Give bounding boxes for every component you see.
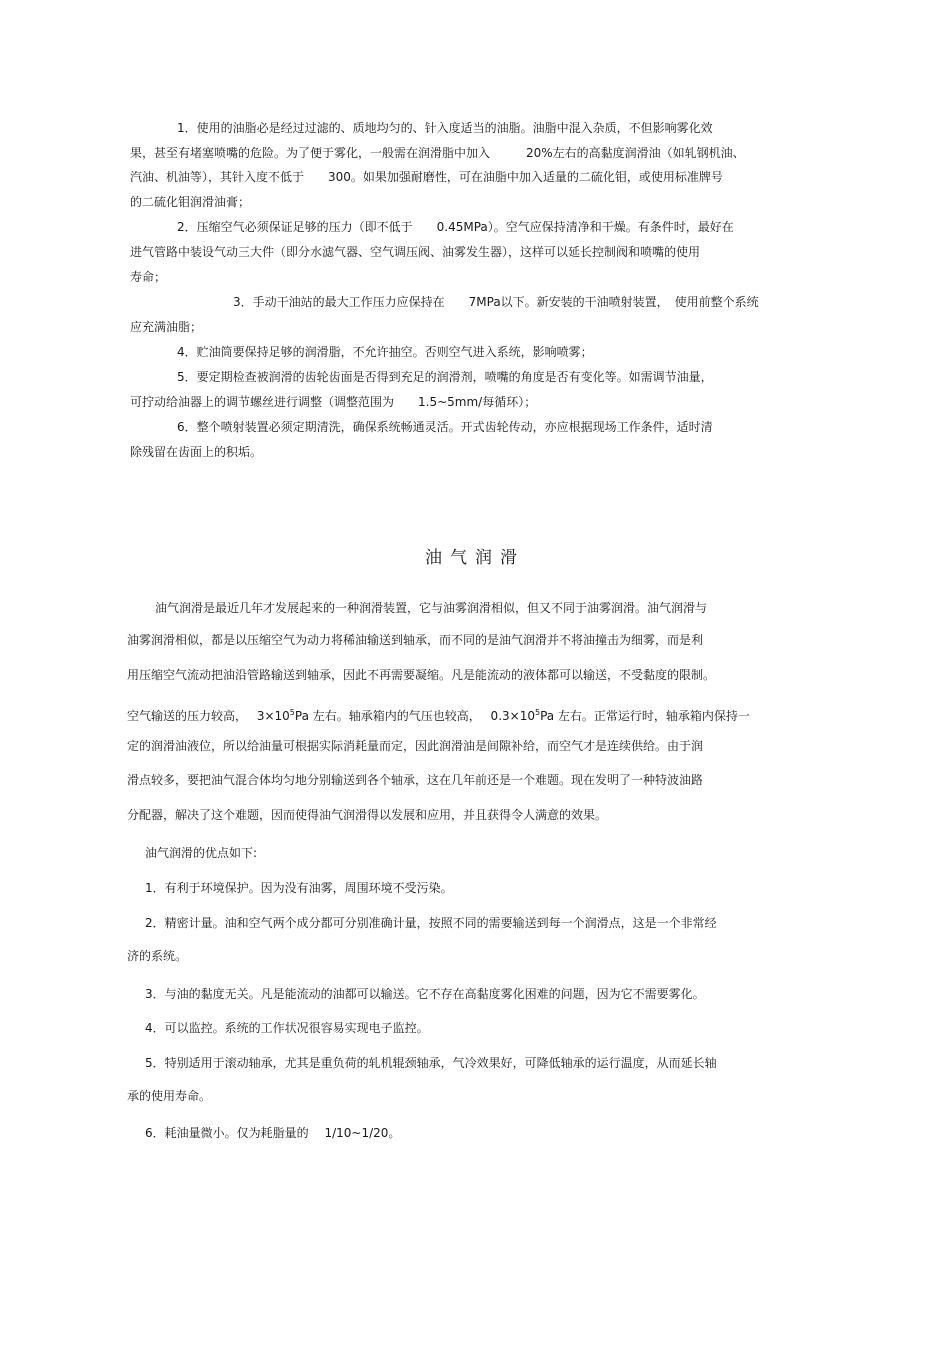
text-line: 1．使用的油脂必是经过过滤的、质地均匀的、针入度适当的油脂。油脂中混入杂质，不但影响雾化效 — [177, 121, 713, 135]
text-line: 进气管路中装设气动三大件（即分水滤气器、空气调压阀、油雾发生器），这样可以延长控制阀和喷嘴的使用 — [130, 245, 701, 259]
pressure-text-b: Pa 左右。轴承箱内的气压也较高， 0.3×10 — [294, 709, 535, 723]
list-item: 2．精密计量。油和空气两个成分都可分别准确计量，按照不同的需要输送到每一个润滑点，这是一个非常经 — [145, 916, 717, 930]
text-line: 定的润滑油液位，所以给油量可根据实际消耗量而定，因此润滑油是间隙补给，而空气才是连续供给。由于润 — [127, 739, 704, 753]
text-line: 2．压缩空气必须保证足够的压力（即不低于 0.45MPa）。空气应保持清净和干燥。有条件时，最好在 — [177, 220, 734, 234]
text-line: 汽油、机油等），其针入度不低于 300。如果加强耐磨性，可在油脂中加入适量的二硫化钼，或使用标准牌号 — [130, 170, 723, 184]
text-line: 5．要定期检查被润滑的齿轮齿面是否得到充足的润滑剂，喷嘴的角度是否有变化等。如需调节油量， — [177, 370, 713, 384]
list-item: 6．耗油量微小。仅为耗脂量的 1/10~1/20。 — [145, 1126, 401, 1140]
list-item: 5．特别适用于滚动轴承，尤其是重负荷的轧机辊颈轴承，气冷效果好，可降低轴承的运行温度，从而延长轴 — [145, 1056, 717, 1070]
text-line: 3．手动干油站的最大工作压力应保持在 7MPa以下。新安装的干油喷射装置， 使用前整个系统 — [233, 295, 759, 309]
list-item: 3．与油的黏度无关。凡是能流动的油都可以输送。它不存在高黏度雾化困难的问题，因为它不需要雾化。 — [145, 987, 705, 1001]
exponent: 5 — [534, 708, 541, 717]
exponent: 5 — [289, 708, 295, 717]
list-item-cont: 济的系统。 — [127, 949, 188, 963]
text-line: 用压缩空气流动把油沿管路输送到轴承，因此不再需要凝缩。凡是能流动的液体都可以输送，不受黏度的限制。 — [127, 668, 716, 682]
section-title: 油气润滑 — [425, 548, 525, 568]
text-line: 分配器，解决了这个难题，因而使得油气润滑得以发展和应用，并且获得令人满意的效果。 — [127, 808, 608, 822]
text-line: 可拧动给油器上的调节螺丝进行调整（调整范围为 1.5~5mm/每循环）； — [130, 395, 537, 409]
pressure-line — [127, 705, 750, 724]
text-line: 果，甚至有堵塞喷嘴的危险。为了便于雾化，一般需在润滑脂中加入 20%左右的高黏度润滑油（如轧钢机油、 — [130, 146, 745, 160]
advantages-intro: 油气润滑的优点如下: — [145, 846, 258, 860]
text-line: 4．贮油筒要保持足够的润滑脂，不允许抽空。否则空气进入系统，影响喷雾； — [177, 345, 593, 359]
text-line: 应充满油脂； — [130, 320, 203, 334]
text-line: 寿命； — [130, 270, 167, 284]
text-line: 油雾润滑相似，都是以压缩空气为动力将稀油输送到轴承，而不同的是油气润滑并不将油撞击为细雾，而是利 — [127, 633, 704, 647]
list-item: 4．可以监控。系统的工作状况很容易实现电子监控。 — [145, 1021, 429, 1035]
text-line: 的二硫化钼润滑油膏； — [130, 195, 251, 209]
list-item: 1．有利于环境保护。因为没有油雾，周围环境不受污染。 — [145, 881, 453, 895]
text-line: 油气润滑是最近几年才发展起来的一种润滑装置，它与油雾润滑相似，但又不同于油雾润滑。油气润滑与 — [155, 601, 708, 615]
pressure-text-c: Pa 左右。正常运行时，轴承箱内保持一 — [540, 709, 750, 723]
pressure-text-a: 空气输送的压力较高， 3×10 — [127, 709, 290, 723]
list-item-cont: 承的使用寿命。 — [127, 1089, 212, 1103]
text-line: 滑点较多，要把油气混合体均匀地分别输送到各个轴承，这在几年前还是一个难题。现在发明了一种特波油路 — [127, 773, 704, 787]
text-line: 除残留在齿面上的积垢。 — [130, 445, 263, 459]
text-line: 6．整个喷射装置必须定期清洗，确保系统畅通灵活。开式齿轮传动，亦应根据现场工作条件，适时清 — [177, 420, 713, 434]
